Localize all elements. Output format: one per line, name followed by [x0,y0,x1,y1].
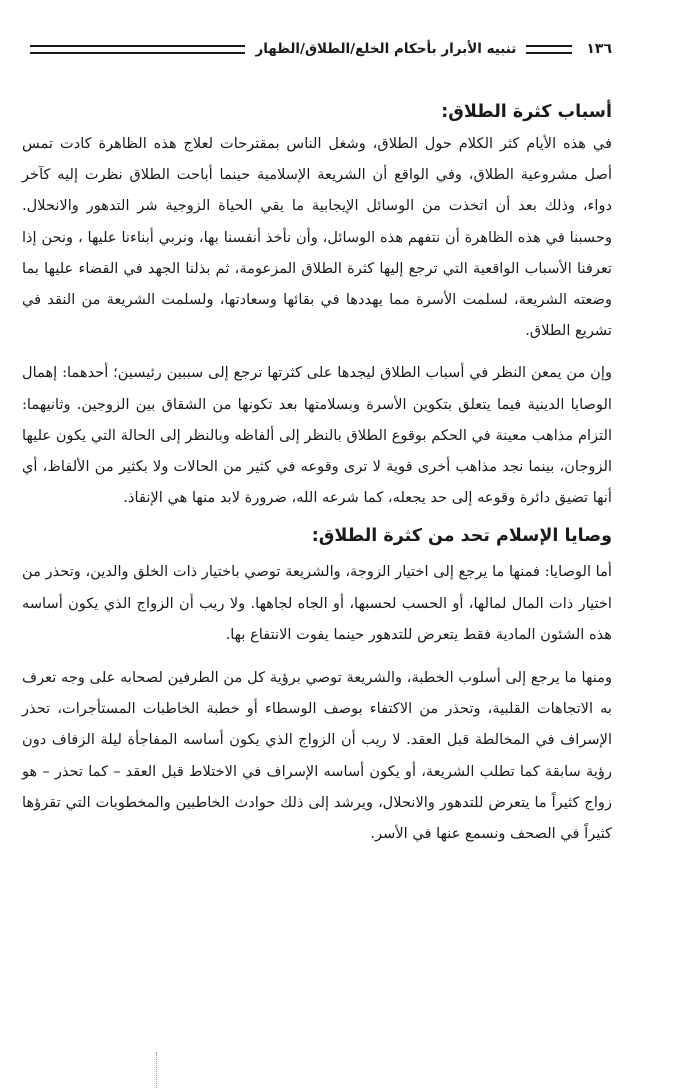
running-header [22,36,612,62]
section-heading: أسباب كثرة الطلاق: [441,102,612,122]
section-causes [22,96,612,513]
section-heading: وصايا الإسلام تحد من كثرة الطلاق: [311,526,612,547]
page-number: ١٣٦ [586,41,612,57]
book-title: تنبيه الأبرار بأحكام الخلع/الطلاق/الظهار [255,41,517,57]
paragraph: وإن من يمعن النظر في أسباب الطلاق ليجدها على كثرتها ترجع إلى سببين رئيسين؛ أحدهما: إهمال الوصايا الدينية فيما يتعلق بتكوين الأسرة وبسلامتها بعد تكونها من الشقاق بين الزوجين. وثانيهما: التزام مذاهب معينة في الحكم بوقوع الطلاق بالنظر إلى ألفاظه وبالنظر إلى الحالة التي يكون عليها الزوجان، بينما نجد مذاهب أخرى قوية لا ترى وقوعه في كثير من الحالات ولا بكثير من الألفاظ، أي أنها تضيق دائرة وقوعه إلى حد يجعله، كما شرعه الله، ضرورة لابد منها هي الإنقاذ. [22,364,612,507]
scan-mark [156,1052,159,1088]
header-rule-left [30,45,245,54]
section-islamic-advice [22,520,612,849]
paragraph: ومنها ما يرجع إلى أسلوب الخطبة، والشريعة توصي برؤية كل من الطرفين لصحابه على وجه تعرف به الاتجاهات القلبية، وتحذر من الاكتفاء بوصف الوسطاء أو خطبة الخاطبات المستأجرات، تحذر الإسراف في المخالطة قبل العقد. لا ريب أن الزواج الذي يكون أساسه المفاجأة ليلة الزفاف دون رؤية سابقة كما تطلب الشريعة، أو يكون أساسه الإسراف في الاختلاط قبل العقد – كما تحذر – هو زواج كثيراً ما يتعرض للتدهور والانحلال، ويرشد إلى ذلك حوادث الخاطبين والمخطوبات التي تقرؤها كثيراً في الصحف ونسمع عنها في الأسر. [22,669,612,843]
paragraph: في هذه الأيام كثر الكلام حول الطلاق، وشغل الناس بمقترحات لعلاج هذه الظاهرة كادت تمس أصل مشروعية الطلاق، وفي الواقع أن الشريعة الإسلامية حينما أباحت الطلاق نظرت إليه كآخر دواء، وذلك بعد أن اتخذت من الوسائل الإيجابية ما يقي الحياة الزوجية شر التدهور والانحلال. وحسبنا في هذه الظاهرة أن نتفهم هذه الوسائل، وأن نأخذ أنفسنا بها، ونربي أبناءنا عليها ، ونحن إذا تعرفنا الأسباب الواقعية التي ترجع إليها كثرة الطلاق المزعومة، ثم بذلنا الجهد في القضاء عليها بما وضعته الشريعة، لسلمت الأسرة مما يهددها في بقائها وسعادتها، ولسلمت الشريعة من النقد في تشريع الطلاق. [22,135,612,340]
header-rule-right [526,45,572,54]
page [22,36,612,849]
paragraph: أما الوصايا: فمنها ما يرجع إلى اختيار الزوجة، والشريعة توصي باختيار ذات الخلق والدين، وتحذر من اختيار ذات المال لمالها، أو الحسب لحسبها، أو الجاه لجاهها. ولا ريب أن الزواج الذي يكون أساسه هذه الشئون المادية فقط يتعرض للتدهور حينما يفوت الانتفاع بها. [22,563,612,643]
